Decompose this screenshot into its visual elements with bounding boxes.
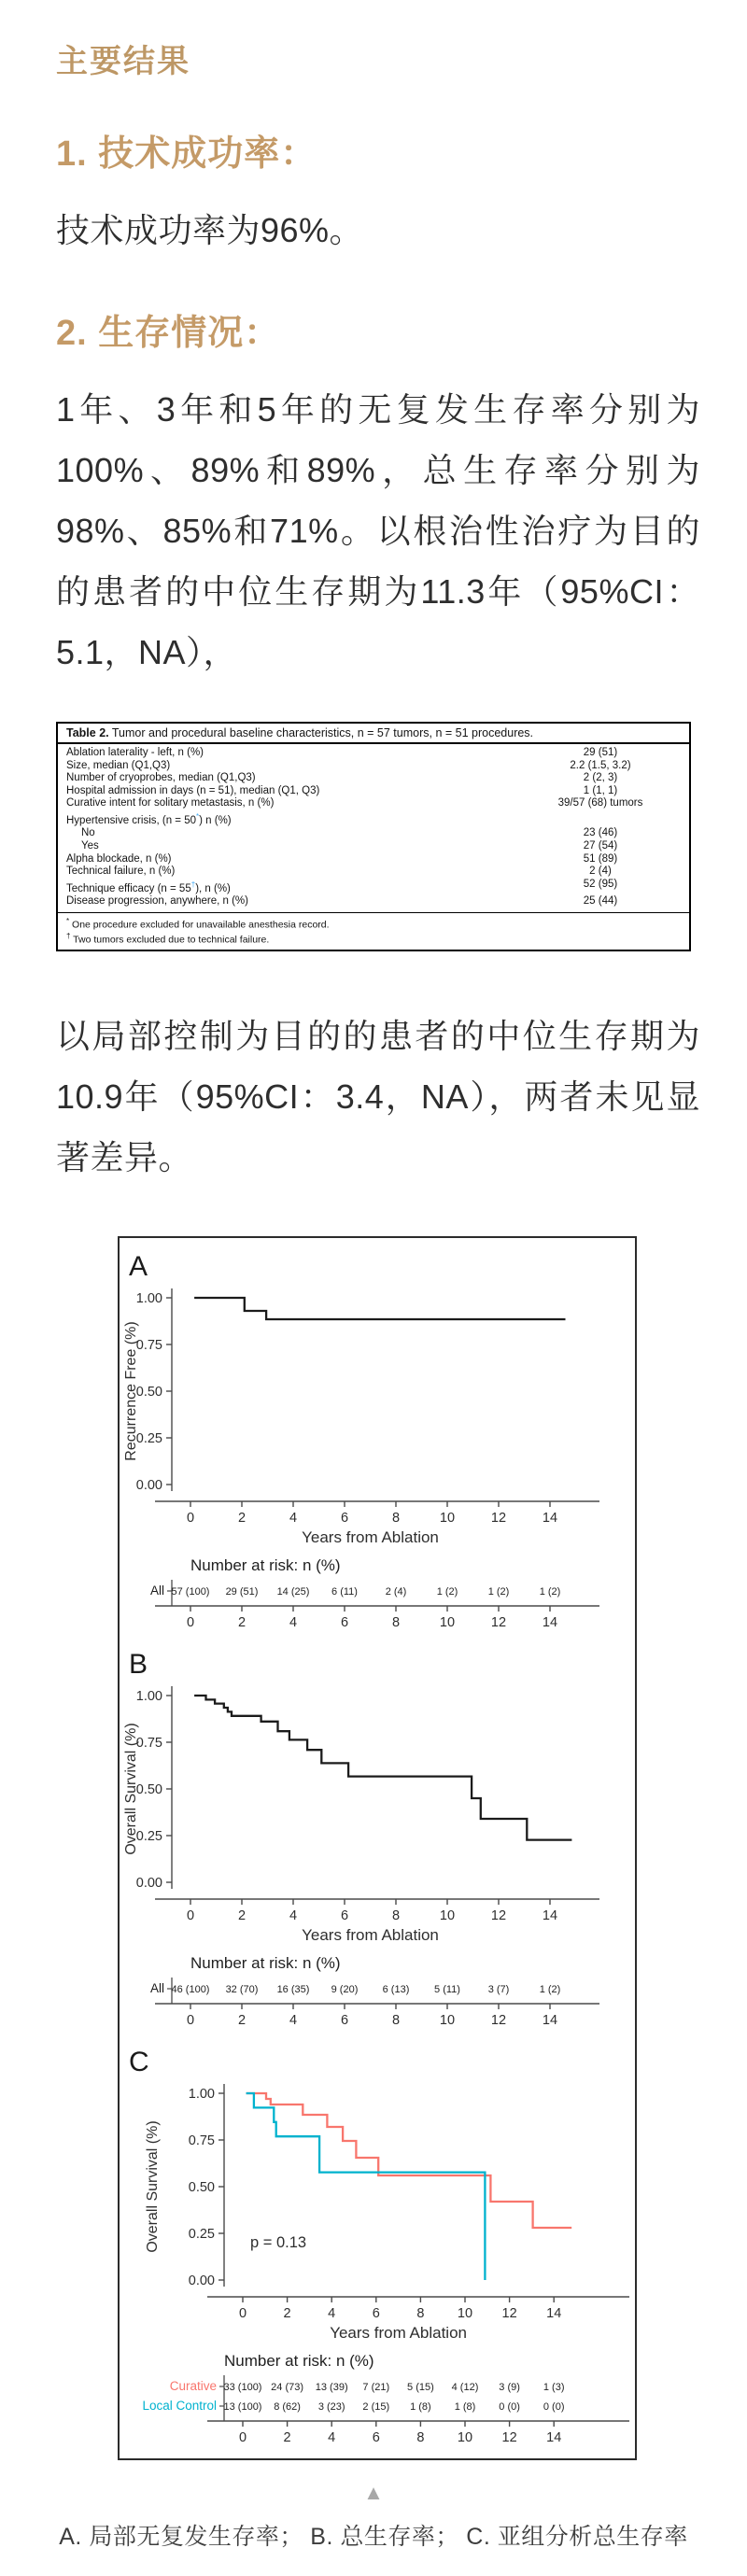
svg-text:0.25: 0.25	[135, 1430, 162, 1446]
svg-text:7 (21): 7 (21)	[362, 2381, 390, 2393]
table-row: Disease progression, anywhere, n (%) 25 (44)	[66, 895, 618, 908]
svg-text:1.00: 1.00	[188, 2086, 215, 2102]
svg-text:A: A	[129, 1250, 148, 1282]
svg-text:Number at risk: n (%): Number at risk: n (%)	[190, 1953, 341, 1972]
svg-text:3 (23): 3 (23)	[317, 2400, 345, 2413]
svg-text:Overall Survival (%): Overall Survival (%)	[145, 2120, 161, 2253]
svg-text:12: 12	[490, 1614, 507, 1630]
table-row: No 23 (46)	[81, 827, 618, 839]
svg-text:0.75: 0.75	[188, 2133, 215, 2148]
svg-text:4: 4	[289, 1614, 298, 1630]
svg-text:14: 14	[546, 2305, 562, 2321]
svg-text:0.75: 0.75	[135, 1337, 162, 1353]
svg-text:8: 8	[416, 2305, 425, 2321]
svg-text:12: 12	[490, 1907, 507, 1923]
collapse-arrow-icon[interactable]: ▲	[363, 2480, 384, 2504]
svg-text:46 (100): 46 (100)	[171, 1983, 210, 1995]
table2-footnotes	[58, 912, 689, 950]
table-row: Ablation laterality - left, n (%) 29 (51)	[66, 747, 618, 758]
svg-text:13 (39): 13 (39)	[315, 2381, 348, 2393]
svg-text:Curative: Curative	[169, 2378, 217, 2393]
table-row: Hypertensive crisis, (n = 50*) n (%)	[66, 811, 232, 826]
svg-text:Number at risk: n (%): Number at risk: n (%)	[190, 1555, 341, 1574]
svg-text:3 (9): 3 (9)	[499, 2381, 520, 2393]
svg-text:8: 8	[416, 2429, 425, 2445]
svg-text:14 (25): 14 (25)	[276, 1585, 310, 1598]
svg-text:0.00: 0.00	[135, 1875, 162, 1891]
svg-text:4 (12): 4 (12)	[451, 2381, 479, 2393]
svg-text:10: 10	[439, 1510, 456, 1526]
svg-text:3 (7): 3 (7)	[487, 1983, 510, 1995]
svg-text:2: 2	[237, 1614, 247, 1630]
svg-text:24 (73): 24 (73)	[271, 2381, 304, 2393]
table2-rows	[58, 744, 689, 912]
section-2-heading: 2. 生存情况：	[56, 314, 281, 353]
svg-text:29 (51): 29 (51)	[225, 1585, 259, 1598]
svg-text:10: 10	[439, 1614, 456, 1630]
svg-text:4: 4	[289, 1510, 298, 1526]
svg-text:0: 0	[186, 2012, 195, 2028]
svg-text:0.50: 0.50	[188, 2179, 215, 2195]
svg-text:2: 2	[283, 2305, 291, 2321]
svg-text:2: 2	[237, 2012, 247, 2028]
svg-text:33 (100): 33 (100)	[223, 2381, 262, 2393]
svg-text:8: 8	[391, 1510, 401, 1526]
svg-text:Overall Survival (%): Overall Survival (%)	[123, 1723, 139, 1855]
table-row: Curative intent for solitary metastasis, n (%) 39/57 (68) tumors	[66, 797, 643, 809]
svg-text:1 (2): 1 (2)	[539, 1983, 561, 1995]
svg-text:6: 6	[340, 1907, 349, 1923]
svg-text:6 (11): 6 (11)	[331, 1585, 358, 1598]
paragraph-after-table: 以局部控制为目的的患者的中位生存期为10.9年（95%CI：3.4，NA），两者未见显著差异。	[56, 1016, 700, 1176]
svg-text:All: All	[149, 1583, 164, 1598]
svg-text:4: 4	[328, 2429, 336, 2445]
table-row: Size, median (Q1,Q3) 2.2 (1.5, 3.2)	[66, 759, 631, 771]
table2	[56, 722, 691, 951]
svg-text:1 (2): 1 (2)	[539, 1585, 561, 1598]
table-footnote: * One procedure excluded for unavailable anesthesia record.	[66, 916, 330, 931]
svg-text:6: 6	[372, 2429, 380, 2445]
table-footnote: † Two tumors excluded due to technical failure.	[66, 931, 270, 946]
svg-text:0: 0	[186, 1510, 195, 1526]
svg-text:0 (0): 0 (0)	[543, 2400, 565, 2413]
table2-title-label: Table 2.	[66, 726, 109, 739]
svg-text:14: 14	[542, 2012, 558, 2028]
figure-collapse-control	[0, 2480, 747, 2504]
svg-text:1 (2): 1 (2)	[436, 1585, 458, 1598]
page-title: 主要结果	[56, 43, 190, 80]
svg-text:C: C	[129, 2046, 149, 2077]
svg-text:1 (3): 1 (3)	[543, 2381, 565, 2393]
svg-text:Years from Ablation: Years from Ablation	[302, 1925, 439, 1944]
svg-text:8: 8	[391, 1907, 401, 1923]
svg-text:4: 4	[289, 2012, 298, 2028]
svg-text:0.00: 0.00	[135, 1477, 162, 1493]
svg-text:Local Control: Local Control	[142, 2398, 217, 2413]
table-row: Alpha blockade, n (%) 51 (89)	[66, 852, 618, 865]
svg-text:0.25: 0.25	[135, 1828, 162, 1844]
svg-text:0.00: 0.00	[188, 2273, 215, 2288]
km-panel-B	[120, 1641, 635, 2039]
svg-text:2: 2	[237, 1510, 247, 1526]
km-figure	[118, 1236, 637, 2460]
svg-text:1.00: 1.00	[135, 1688, 162, 1704]
svg-text:5 (11): 5 (11)	[434, 1983, 460, 1995]
table2-title	[58, 724, 689, 744]
table-row: Technique efficacy (n = 55†), n (%) 52 (95)	[66, 878, 618, 894]
svg-text:1.00: 1.00	[135, 1290, 162, 1306]
table-row: Hospital admission in days (n = 51), median (Q1, Q3) 1 (1, 1)	[66, 784, 618, 796]
svg-text:0 (0): 0 (0)	[499, 2400, 520, 2413]
svg-text:0: 0	[186, 1907, 195, 1923]
svg-text:1 (8): 1 (8)	[410, 2400, 431, 2413]
svg-text:0.75: 0.75	[135, 1735, 162, 1751]
svg-text:1 (8): 1 (8)	[454, 2400, 476, 2413]
km-panel-A	[120, 1244, 635, 1641]
svg-text:B: B	[129, 1648, 148, 1680]
svg-text:1 (2): 1 (2)	[487, 1585, 510, 1598]
svg-text:Years from Ablation: Years from Ablation	[330, 2323, 467, 2342]
svg-text:57 (100): 57 (100)	[171, 1585, 210, 1598]
table-row: Technical failure, n (%) 2 (4)	[66, 866, 612, 878]
svg-text:14: 14	[542, 1614, 558, 1630]
svg-text:6: 6	[340, 1510, 349, 1526]
svg-text:6 (13): 6 (13)	[382, 1983, 410, 1995]
table-row: Yes 27 (54)	[81, 839, 618, 852]
svg-text:16 (35): 16 (35)	[276, 1983, 310, 1995]
svg-text:All: All	[149, 1980, 164, 1995]
section-1-paragraph: 技术成功率为96%。	[56, 211, 364, 249]
svg-text:12: 12	[501, 2305, 517, 2321]
table2-title-text: Tumor and procedural baseline characteristics, n = 57 tumors, n = 51 procedures.	[108, 726, 534, 739]
svg-text:10: 10	[457, 2429, 473, 2445]
figure-caption: A. 局部无复发生存率； B. 总生存率； C. 亚组分析总生存率	[59, 2523, 688, 2550]
svg-text:p = 0.13: p = 0.13	[250, 2233, 307, 2251]
svg-text:0.25: 0.25	[188, 2226, 215, 2242]
svg-text:12: 12	[490, 2012, 507, 2028]
svg-text:6: 6	[340, 1614, 349, 1630]
svg-text:2 (4): 2 (4)	[385, 1585, 407, 1598]
svg-text:6: 6	[340, 2012, 349, 2028]
svg-text:0.50: 0.50	[135, 1384, 162, 1400]
svg-text:6: 6	[372, 2305, 380, 2321]
svg-text:5 (15): 5 (15)	[407, 2381, 434, 2393]
svg-text:32 (70): 32 (70)	[225, 1983, 259, 1995]
km-panel-C	[120, 2039, 635, 2456]
svg-text:0.50: 0.50	[135, 1781, 162, 1797]
svg-text:9 (20): 9 (20)	[331, 1983, 359, 1995]
svg-text:12: 12	[490, 1510, 507, 1526]
svg-text:10: 10	[439, 2012, 456, 2028]
section-1-heading: 1. 技术成功率：	[56, 134, 317, 174]
svg-text:8 (62): 8 (62)	[274, 2400, 301, 2413]
svg-text:2: 2	[283, 2429, 291, 2445]
svg-text:0: 0	[238, 2305, 247, 2321]
table-row: Number of cryoprobes, median (Q1,Q3) 2 (2, 3)	[66, 772, 618, 784]
svg-text:10: 10	[457, 2305, 473, 2321]
svg-text:Years from Ablation: Years from Ablation	[302, 1527, 439, 1546]
svg-text:2: 2	[237, 1907, 247, 1923]
svg-text:4: 4	[289, 1907, 298, 1923]
svg-text:8: 8	[391, 2012, 401, 2028]
svg-text:4: 4	[328, 2305, 336, 2321]
svg-text:2 (15): 2 (15)	[362, 2400, 390, 2413]
svg-text:14: 14	[542, 1510, 558, 1526]
svg-text:13 (100): 13 (100)	[223, 2400, 262, 2413]
svg-text:0: 0	[186, 1614, 195, 1630]
svg-text:Number at risk: n (%): Number at risk: n (%)	[224, 2351, 374, 2370]
section-2-paragraph: 1年、3年和5年的无复发生存率分别为100%、89%和89%，总生存率分别为98%、85%和71%。以根治性治疗为目的的患者的中位生存期为11.3年（95%CI：5.1，NA），	[56, 390, 700, 671]
svg-text:14: 14	[546, 2429, 562, 2445]
svg-text:10: 10	[439, 1907, 456, 1923]
svg-text:12: 12	[501, 2429, 517, 2445]
svg-text:8: 8	[391, 1614, 401, 1630]
svg-text:0: 0	[238, 2429, 247, 2445]
svg-text:Recurrence Free (%): Recurrence Free (%)	[123, 1321, 139, 1461]
svg-text:14: 14	[542, 1907, 558, 1923]
